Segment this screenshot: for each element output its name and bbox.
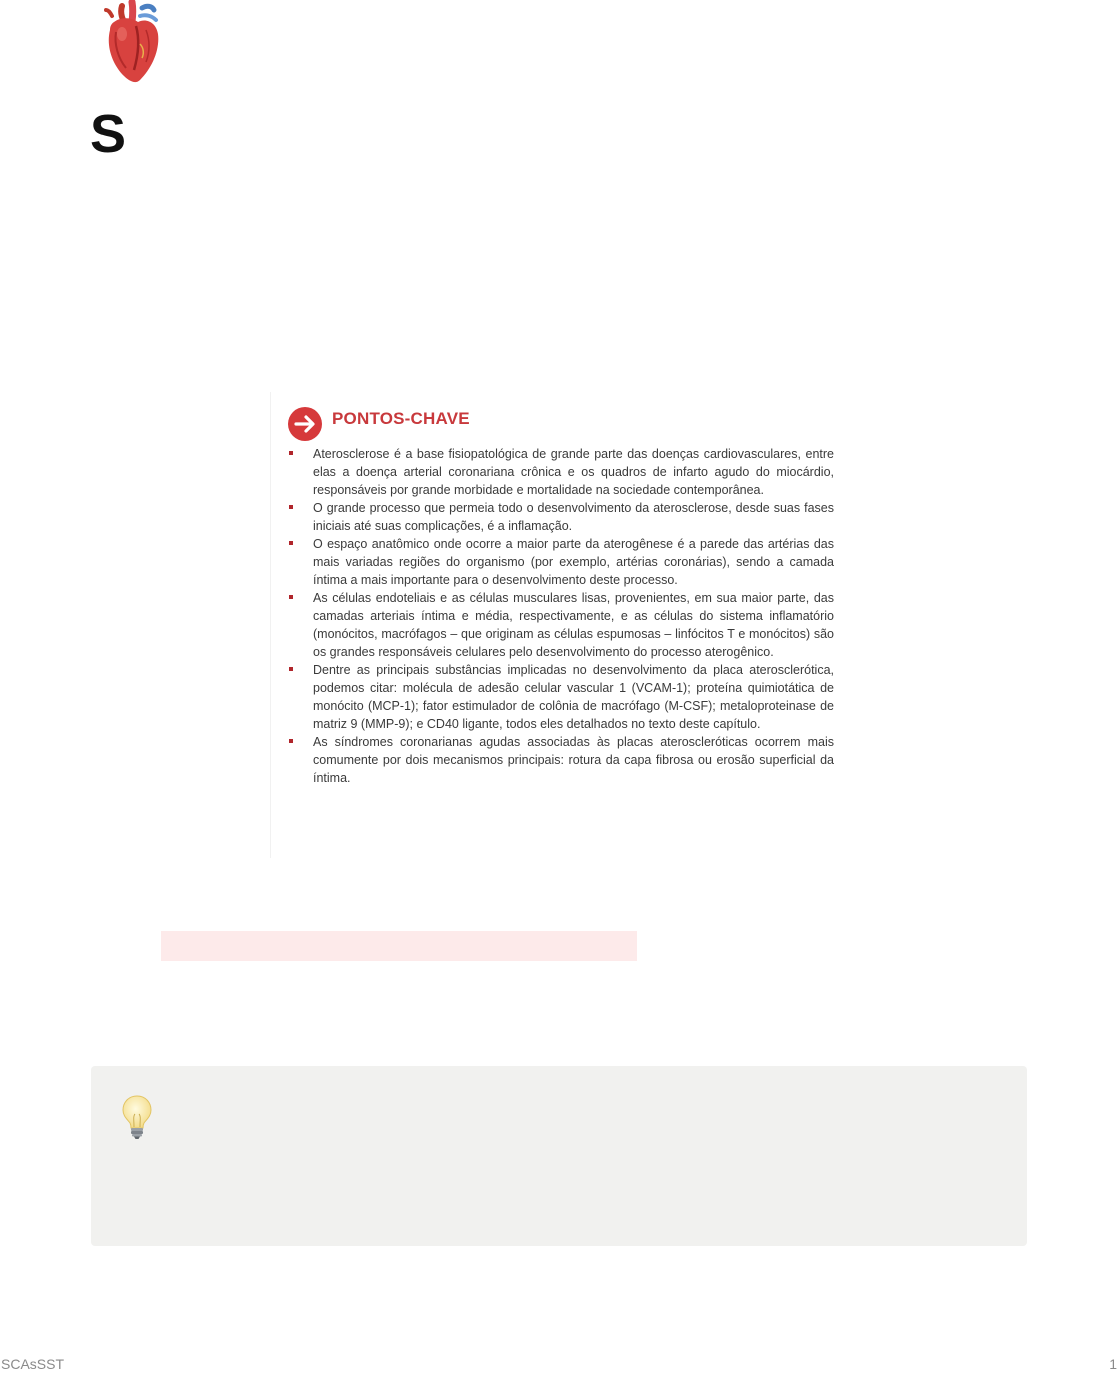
list-item: Aterosclerose é a base fisiopatológica de grande parte das doenças cardiovasculares, entre elas a doença arterial coronariana crônica e os quadros de infarto agudo do miocárdio, responsáveis por grande morbidade e mortalidade na sociedade contemporânea. <box>313 445 834 499</box>
anatomical-heart-icon <box>100 0 164 86</box>
list-item: As células endoteliais e as células musculares lisas, provenientes, em sua maior parte, das camadas arteriais íntima e média, respectivamente, e as células do sistema inflamatório (monócitos, macrófagos – que originam as células espumosas – linfócitos T e monócitos) são os grandes responsáveis celulares pelo desenvolvimento do processo aterogênico. <box>313 589 834 661</box>
list-item: Dentre as principais substâncias implicadas no desenvolvimento da placa aterosclerótica, podemos citar: molécula de adesão celular vascular 1 (VCAM-1); proteína quimiotática de monócito (MCP-1); fator estimulador de colônia de macrófago (M-CSF); metaloproteinase de matriz 9 (MMP-9); e CD40 ligante, todos eles detalhados no texto deste capítulo. <box>313 661 834 733</box>
key-points-title: PONTOS-CHAVE <box>332 409 470 428</box>
page-title: S <box>90 104 127 164</box>
bullet-square-icon <box>289 739 293 743</box>
bullet-square-icon <box>289 505 293 509</box>
bullet-square-icon <box>289 667 293 671</box>
bullet-square-icon <box>289 595 293 599</box>
footer-page-number: 1 <box>1109 1356 1117 1372</box>
list-item: O espaço anatômico onde ocorre a maior parte da aterogênese é a parede das artérias das mais variadas regiões do organismo (por exemplo, artérias coronárias), sendo a camada íntima a mais importante para o desenvolvimento deste processo. <box>313 535 834 589</box>
bullet-square-icon <box>289 451 293 455</box>
key-points-list <box>313 445 834 787</box>
list-item: As síndromes coronarianas agudas associadas às placas ateroscleróticas ocorrem mais comumente por dois mecanismos principais: rotura da capa fibrosa ou erosão superficial da íntima. <box>313 733 834 787</box>
callout-block <box>91 1066 1027 1246</box>
footer-document-name: SCAsSST <box>1 1356 65 1372</box>
key-points-header <box>287 406 470 442</box>
right-arrow-circle-icon <box>287 406 323 442</box>
bullet-square-icon <box>289 541 293 545</box>
light-bulb-icon <box>121 1094 153 1140</box>
list-item: O grande processo que permeia todo o desenvolvimento da aterosclerose, desde suas fases iniciais até suas complicações, é a inflamação. <box>313 499 834 535</box>
key-points-image <box>270 392 850 858</box>
highlight-block <box>161 931 637 961</box>
